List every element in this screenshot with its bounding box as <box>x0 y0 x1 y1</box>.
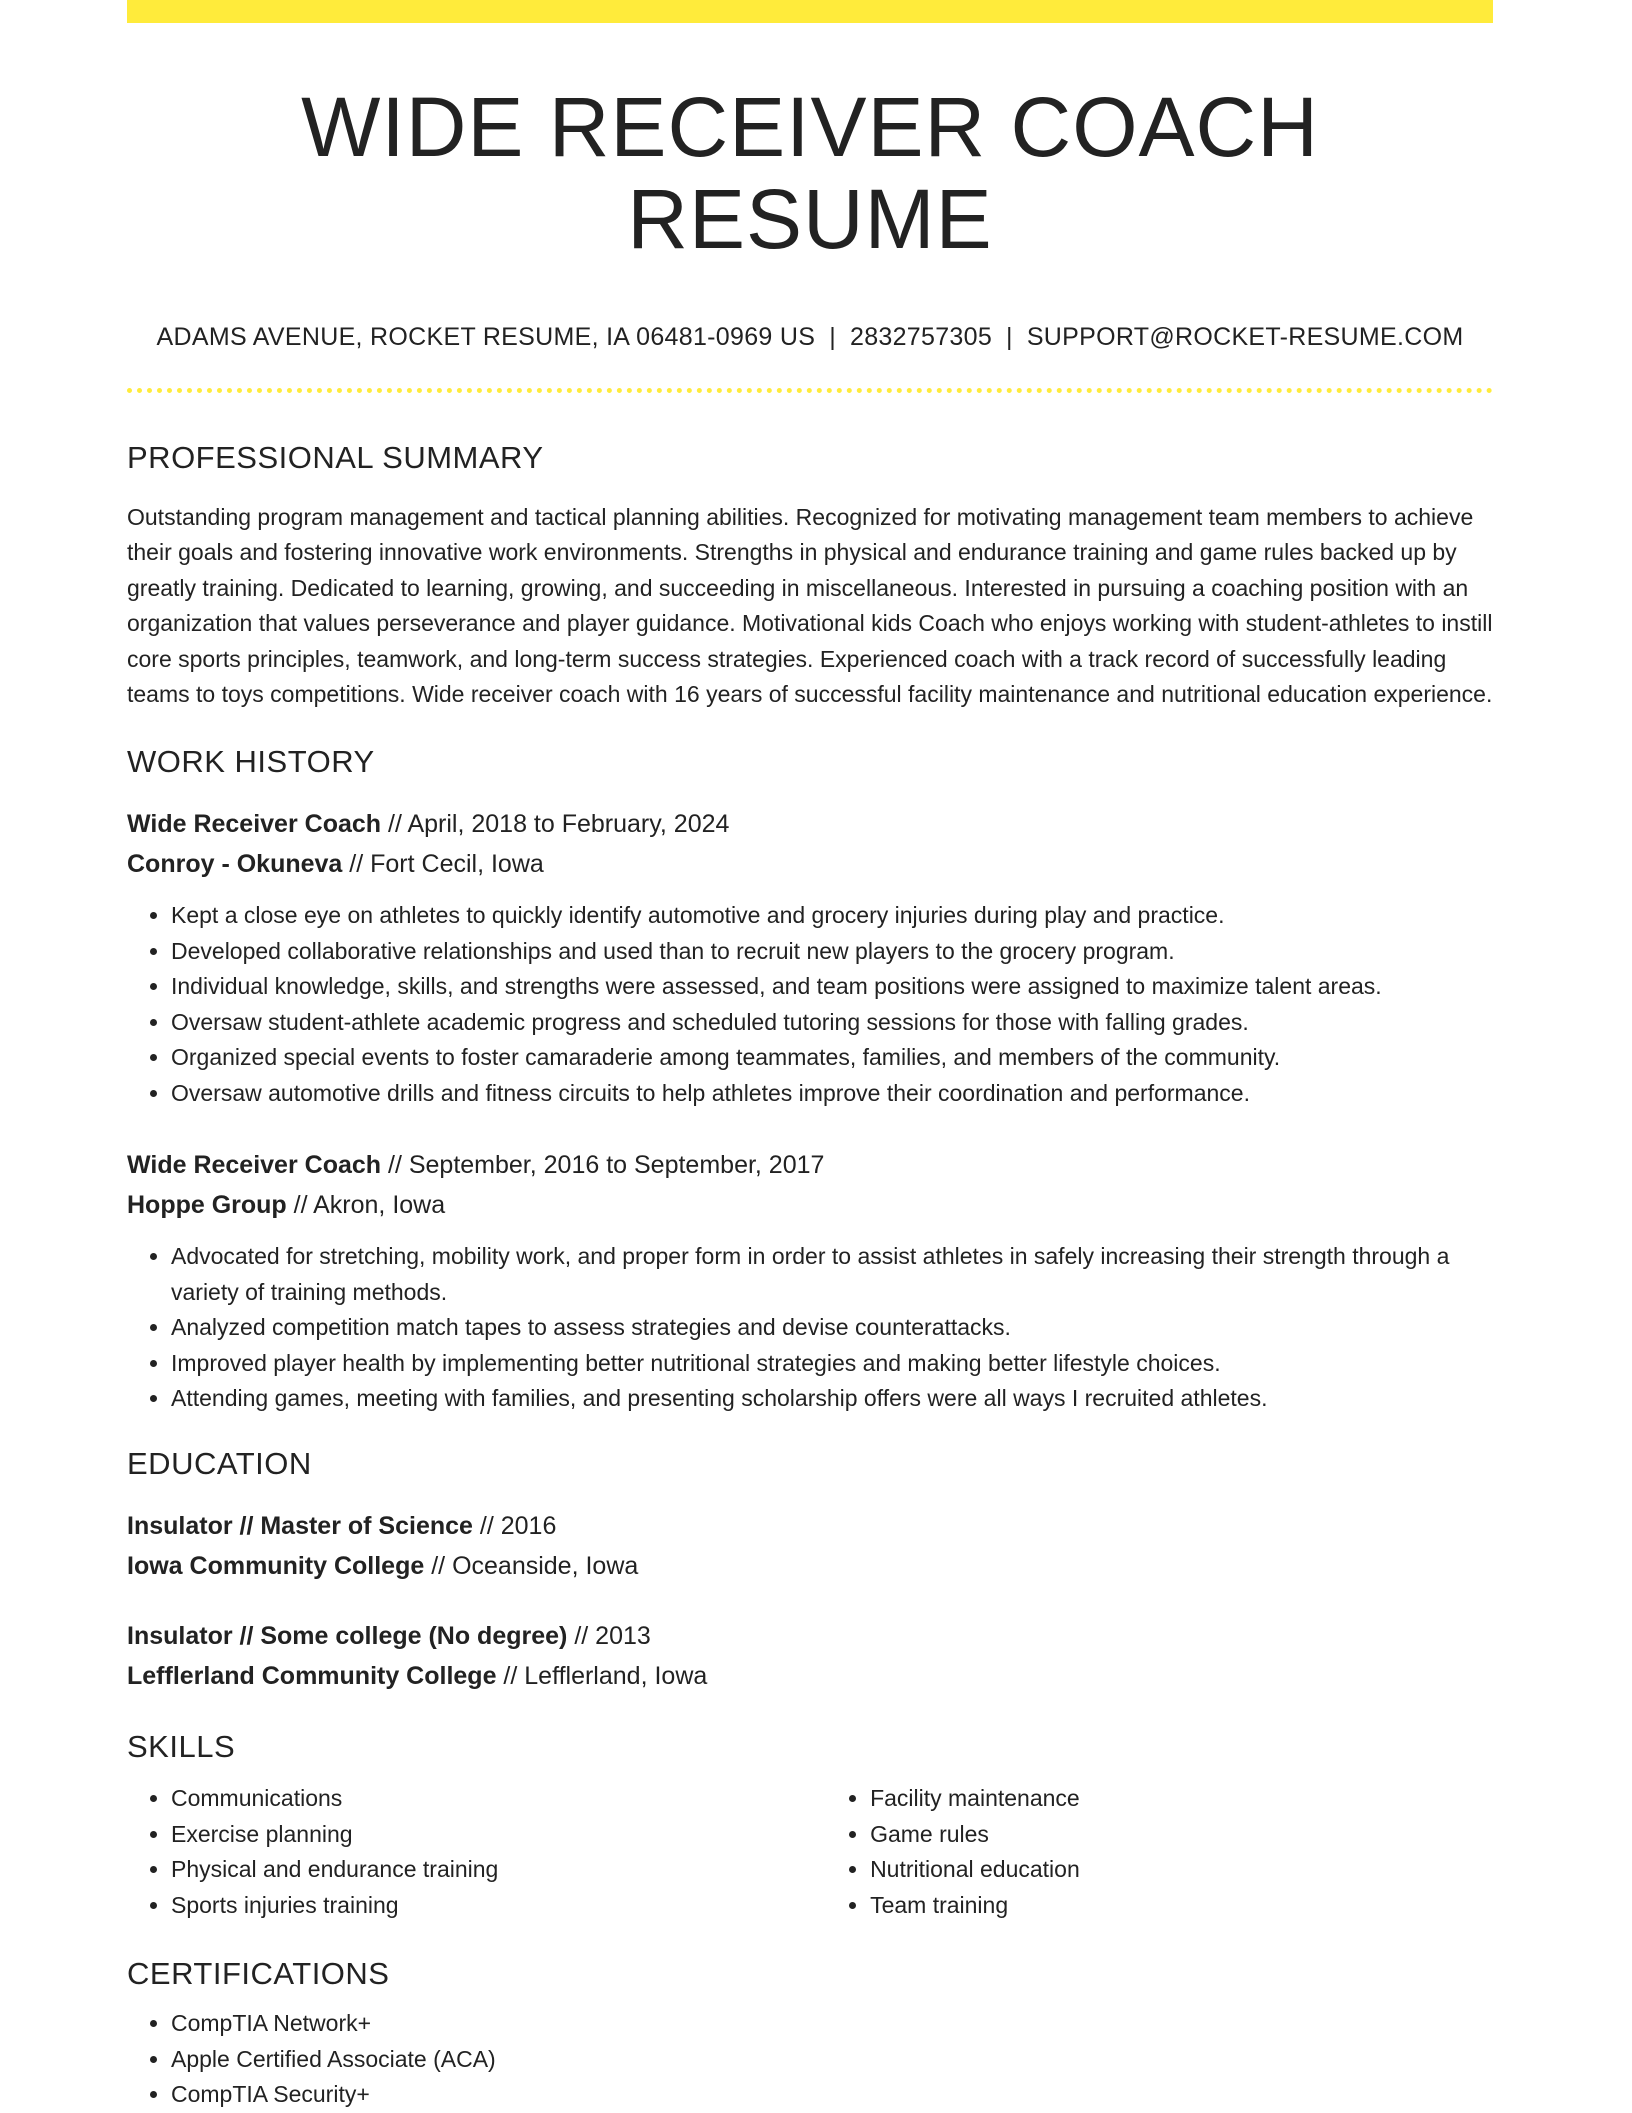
education-school-line <box>127 1656 1493 1696</box>
contact-separator: | <box>1006 322 1013 351</box>
job-bullet: • Improved player health by implementing better nutritional strategies and making better lifestyle choices. <box>171 1346 1493 1382</box>
education-entry <box>127 1616 1493 1696</box>
education-location: Lefflerland, Iowa <box>524 1661 708 1690</box>
skill-item: • Exercise planning <box>171 1817 826 1853</box>
contact-email: SUPPORT@ROCKET-RESUME.COM <box>1026 322 1464 351</box>
contact-phone: 2832757305 <box>849 322 993 351</box>
education-divider: // <box>496 1661 525 1690</box>
job-dates: September, 2016 to September, 2017 <box>408 1151 825 1180</box>
job-divider: // <box>381 1151 409 1180</box>
education-school: Lefflerland Community College <box>127 1661 497 1690</box>
dotted-divider <box>127 388 1493 393</box>
resume-page <box>127 0 1493 2113</box>
education-year: 2016 <box>500 1511 557 1540</box>
certifications-heading: CERTIFICATIONS <box>127 1956 390 1992</box>
summary-heading: PROFESSIONAL SUMMARY <box>127 439 544 475</box>
job-divider: // <box>381 810 408 839</box>
skill-item: • Team training <box>870 1888 1493 1924</box>
skills-right-column <box>826 1781 1493 1923</box>
certification-item: • Apple Certified Associate (ACA) <box>171 2042 1493 2078</box>
job-bullet: • Advocated for stretching, mobility work, and proper form in order to assist athletes in safely increasing their strength through a variety of training methods. <box>171 1239 1493 1310</box>
job-company-line <box>127 1185 1493 1225</box>
skill-item: • Sports injuries training <box>171 1888 826 1924</box>
skill-item: • Communications <box>171 1781 826 1817</box>
job-bullet: • Kept a close eye on athletes to quickly identify automotive and grocery injuries during play and practice. <box>171 898 1493 934</box>
job-role-line <box>127 1145 1493 1185</box>
skills-grid <box>127 1781 1493 1923</box>
education-divider: // <box>567 1621 596 1650</box>
education-divider: // <box>424 1551 453 1580</box>
education-degree-line <box>127 1506 1493 1546</box>
education-school-line <box>127 1546 1493 1586</box>
skill-item: • Facility maintenance <box>870 1781 1493 1817</box>
education-heading: EDUCATION <box>127 1445 312 1481</box>
education-school: Iowa Community College <box>127 1551 425 1580</box>
job-bullet: • Attending games, meeting with families, and presenting scholarship offers were all ways I recruited athletes. <box>171 1381 1493 1417</box>
job-entry <box>127 804 1493 1111</box>
job-bullet: • Organized special events to foster camaraderie among teammates, families, and members of the community. <box>171 1040 1493 1076</box>
contact-address: ADAMS AVENUE, ROCKET RESUME, IA 06481-0969 US <box>156 322 816 351</box>
skill-item: • Nutritional education <box>870 1852 1493 1888</box>
job-bullet: • Oversaw student-athlete academic progress and scheduled tutoring sessions for those with falling grades. <box>171 1005 1493 1041</box>
job-role-line <box>127 804 1493 844</box>
skills-left-column <box>127 1781 826 1923</box>
skills-heading: SKILLS <box>127 1728 236 1764</box>
education-degree: Insulator // Some college (No degree) <box>127 1621 568 1650</box>
education-location: Oceanside, Iowa <box>452 1551 639 1580</box>
education-divider: // <box>472 1511 501 1540</box>
job-company-line <box>127 844 1493 884</box>
job-bullet: • Oversaw automotive drills and fitness circuits to help athletes improve their coordination and performance. <box>171 1076 1493 1112</box>
job-bullets <box>127 898 1493 1111</box>
job-bullet: • Individual knowledge, skills, and strengths were assessed, and team positions were assigned to maximize talent areas. <box>171 969 1493 1005</box>
certification-item: • CompTIA Network+ <box>171 2006 1493 2042</box>
job-entry <box>127 1145 1493 1417</box>
resume-title: WIDE RECEIVER COACH RESUME <box>301 80 1319 267</box>
work-history-heading: WORK HISTORY <box>127 743 375 779</box>
top-accent-bar <box>127 0 1493 23</box>
certifications-list <box>127 2006 1493 2113</box>
job-company: Hoppe Group <box>127 1191 287 1220</box>
job-dates: April, 2018 to February, 2024 <box>407 810 730 839</box>
job-role: Wide Receiver Coach <box>127 810 382 839</box>
job-company: Conroy - Okuneva <box>127 850 343 879</box>
job-divider: // <box>286 1191 314 1220</box>
job-bullet: • Developed collaborative relationships and used than to recruit new players to the grocery program. <box>171 934 1493 970</box>
education-year: 2013 <box>595 1621 651 1650</box>
job-location: Fort Cecil, Iowa <box>370 850 544 879</box>
job-role: Wide Receiver Coach <box>127 1151 382 1180</box>
contact-line <box>127 322 1493 352</box>
contact-separator: | <box>829 322 836 351</box>
summary-text: Outstanding program management and tactical planning abilities. Recognized for motivating management team members to achieve their goals and fostering innovative work environments. Strengths in physical and endurance training and game rules backed up by greatly training. Dedicated to learning, growing, and succeeding in miscellaneous. Interested in pursuing a coaching position with an organization that values perseverance and player guidance. Motivational kids Coach who enjoys working with student-athletes to instill core sports principles, teamwork, and long-term success strategies. Experienced coach with a track record of successfully leading teams to toys competitions. Wide receiver coach with 16 years of successful facility maintenance and nutritional education experience. <box>127 503 1493 708</box>
education-entry <box>127 1506 1493 1586</box>
certification-item: • CompTIA Security+ <box>171 2077 1493 2113</box>
skill-item: • Game rules <box>870 1817 1493 1853</box>
skill-item: • Physical and endurance training <box>171 1852 826 1888</box>
job-bullets <box>127 1239 1493 1417</box>
education-degree: Insulator // Master of Science <box>127 1511 473 1540</box>
job-divider: // <box>342 850 371 879</box>
education-degree-line <box>127 1616 1493 1656</box>
job-location: Akron, Iowa <box>313 1191 446 1220</box>
job-bullet: • Analyzed competition match tapes to assess strategies and devise counterattacks. <box>171 1310 1493 1346</box>
